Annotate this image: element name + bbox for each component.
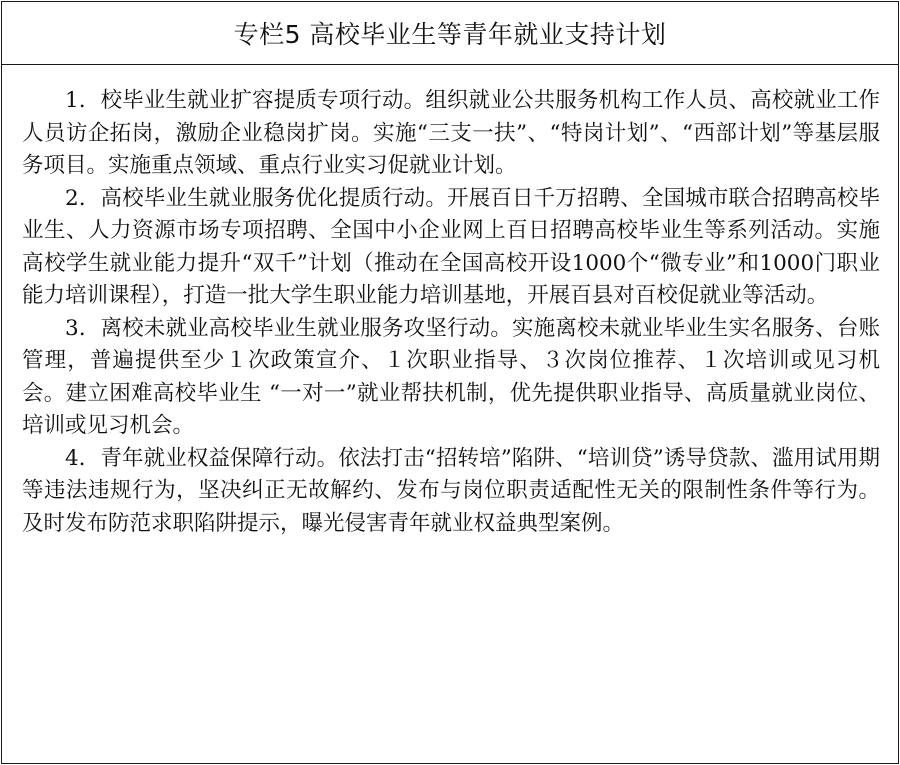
- item-heading-3: 3．离校未就业高校毕业生就业服务攻坚行动。: [65, 315, 512, 341]
- item-paragraph-4: [22, 443, 880, 541]
- item-heading-2: 2．高校毕业生就业服务优化提质行动。: [65, 185, 448, 211]
- item-heading-4: 4．青年就业权益保障行动。: [65, 445, 339, 471]
- item-body-1: 组织就业公共服务机构工作人员、高校就业工作人员访企拓岗，激励企业稳岗扩岗。实施“三支一扶”、“特岗计划”、“西部计划”等基层服务项目。实施重点领域、重点行业实习促就业计划。: [22, 88, 880, 178]
- item-paragraph-3: [22, 313, 880, 443]
- title-row: [2, 2, 898, 65]
- item-paragraph-1: [22, 85, 880, 183]
- item-body-2: 开展百日千万招聘、全国城市联合招聘高校毕业生、人力资源市场专项招聘、全国中小企业网上百日招聘高校毕业生等系列活动。实施高校学生就业能力提升“双千”计划（推动在全国高校开设1000个“微专业”和1000门职业能力培训课程），打造一批大学生职业能力培训基地，开展百县对百校促就业等活动。: [22, 185, 880, 308]
- item-body-4: 依法打击“招转培”陷阱、“培训贷”诱导贷款、滥用试用期等违法违规行为，坚决纠正无故解约、发布与岗位职责适配性无关的限制性条件等行为。及时发布防范求职陷阱提示，曝光侵害青年就业权益典型案例。: [22, 445, 880, 536]
- item-body-3: 实施离校未就业毕业生实名服务、台账管理，普遍提供至少１次政策宣介、１次职业指导、３次岗位推荐、１次培训或见习机会。建立困难高校毕业生 “一对一”就业帮扶机制，优先提供职业指导、高质量就业岗位、培训或见习机会。: [22, 315, 880, 438]
- column-box: [1, 1, 899, 764]
- column-title: 专栏5 高校毕业生等青年就业支持计划: [233, 20, 667, 49]
- column-content: [2, 65, 898, 540]
- item-heading-1: 1．校毕业生就业扩容提质专项行动。: [65, 88, 426, 113]
- item-paragraph-2: [22, 183, 880, 313]
